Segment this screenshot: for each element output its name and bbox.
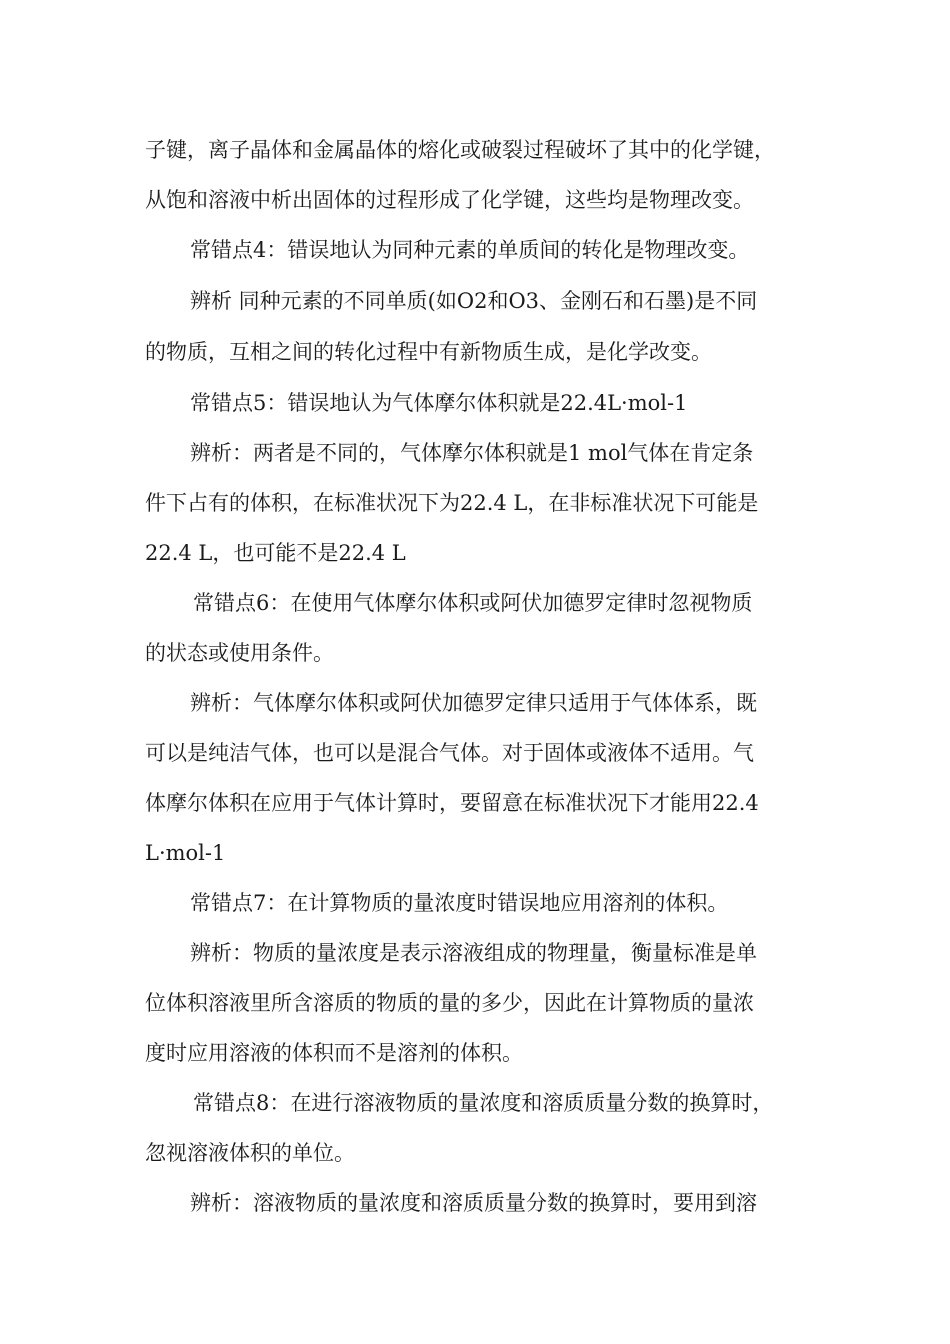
text-line-16: 常错点7：在计算物质的量浓度时错误地应用溶剂的体积。 [190,891,729,915]
text-line-5: 的物质，互相之间的转化过程中有新物质生成，是化学改变。 [145,340,712,364]
text-line-21: 忽视溶液体积的单位。 [145,1141,355,1165]
text-line-22: 辨析：溶液物质的量浓度和溶质质量分数的换算时，要用到溶 [190,1191,757,1215]
text-line-3: 常错点4：错误地认为同种元素的单质间的转化是物理改变。 [190,238,750,262]
text-line-7: 辨析：两者是不同的，气体摩尔体积就是1 mol气体在肯定条 [190,441,754,465]
text-line-20: 常错点8：在进行溶液物质的量浓度和溶质质量分数的换算时， [193,1091,774,1115]
text-line-14: 体摩尔体积在应用于气体计算时，要留意在标准状况下才能用22.4 [145,791,759,815]
text-line-11: 的状态或使用条件。 [145,641,334,665]
text-line-15: L·mol-1 [145,841,226,865]
text-line-8: 件下占有的体积，在标准状况下为22.4 L，在非标准状况下可能是 [145,491,759,515]
text-line-13: 可以是纯洁气体，也可以是混合气体。对于固体或液体不适用。气 [145,741,754,765]
text-line-17: 辨析：物质的量浓度是表示溶液组成的物理量，衡量标准是单 [190,941,757,965]
text-line-18: 位体积溶液里所含溶质的物质的量的多少，因此在计算物质的量浓 [145,991,754,1015]
text-line-1: 子键，离子晶体和金属晶体的熔化或破裂过程破坏了其中的化学键， [145,138,775,162]
text-line-12: 辨析：气体摩尔体积或阿伏加德罗定律只适用于气体体系，既 [190,691,757,715]
text-line-9: 22.4 L，也可能不是22.4 L [145,541,406,565]
text-line-6: 常错点5：错误地认为气体摩尔体积就是22.4L·mol-1 [190,391,688,415]
text-line-19: 度时应用溶液的体积而不是溶剂的体积。 [145,1041,523,1065]
text-line-4: 辨析 同种元素的不同单质(如O2和O3、金刚石和石墨)是不同 [190,289,758,313]
text-line-2: 从饱和溶液中析出固体的过程形成了化学键，这些均是物理改变。 [145,188,754,212]
text-line-10: 常错点6：在使用气体摩尔体积或阿伏加德罗定律时忽视物质 [193,591,753,615]
